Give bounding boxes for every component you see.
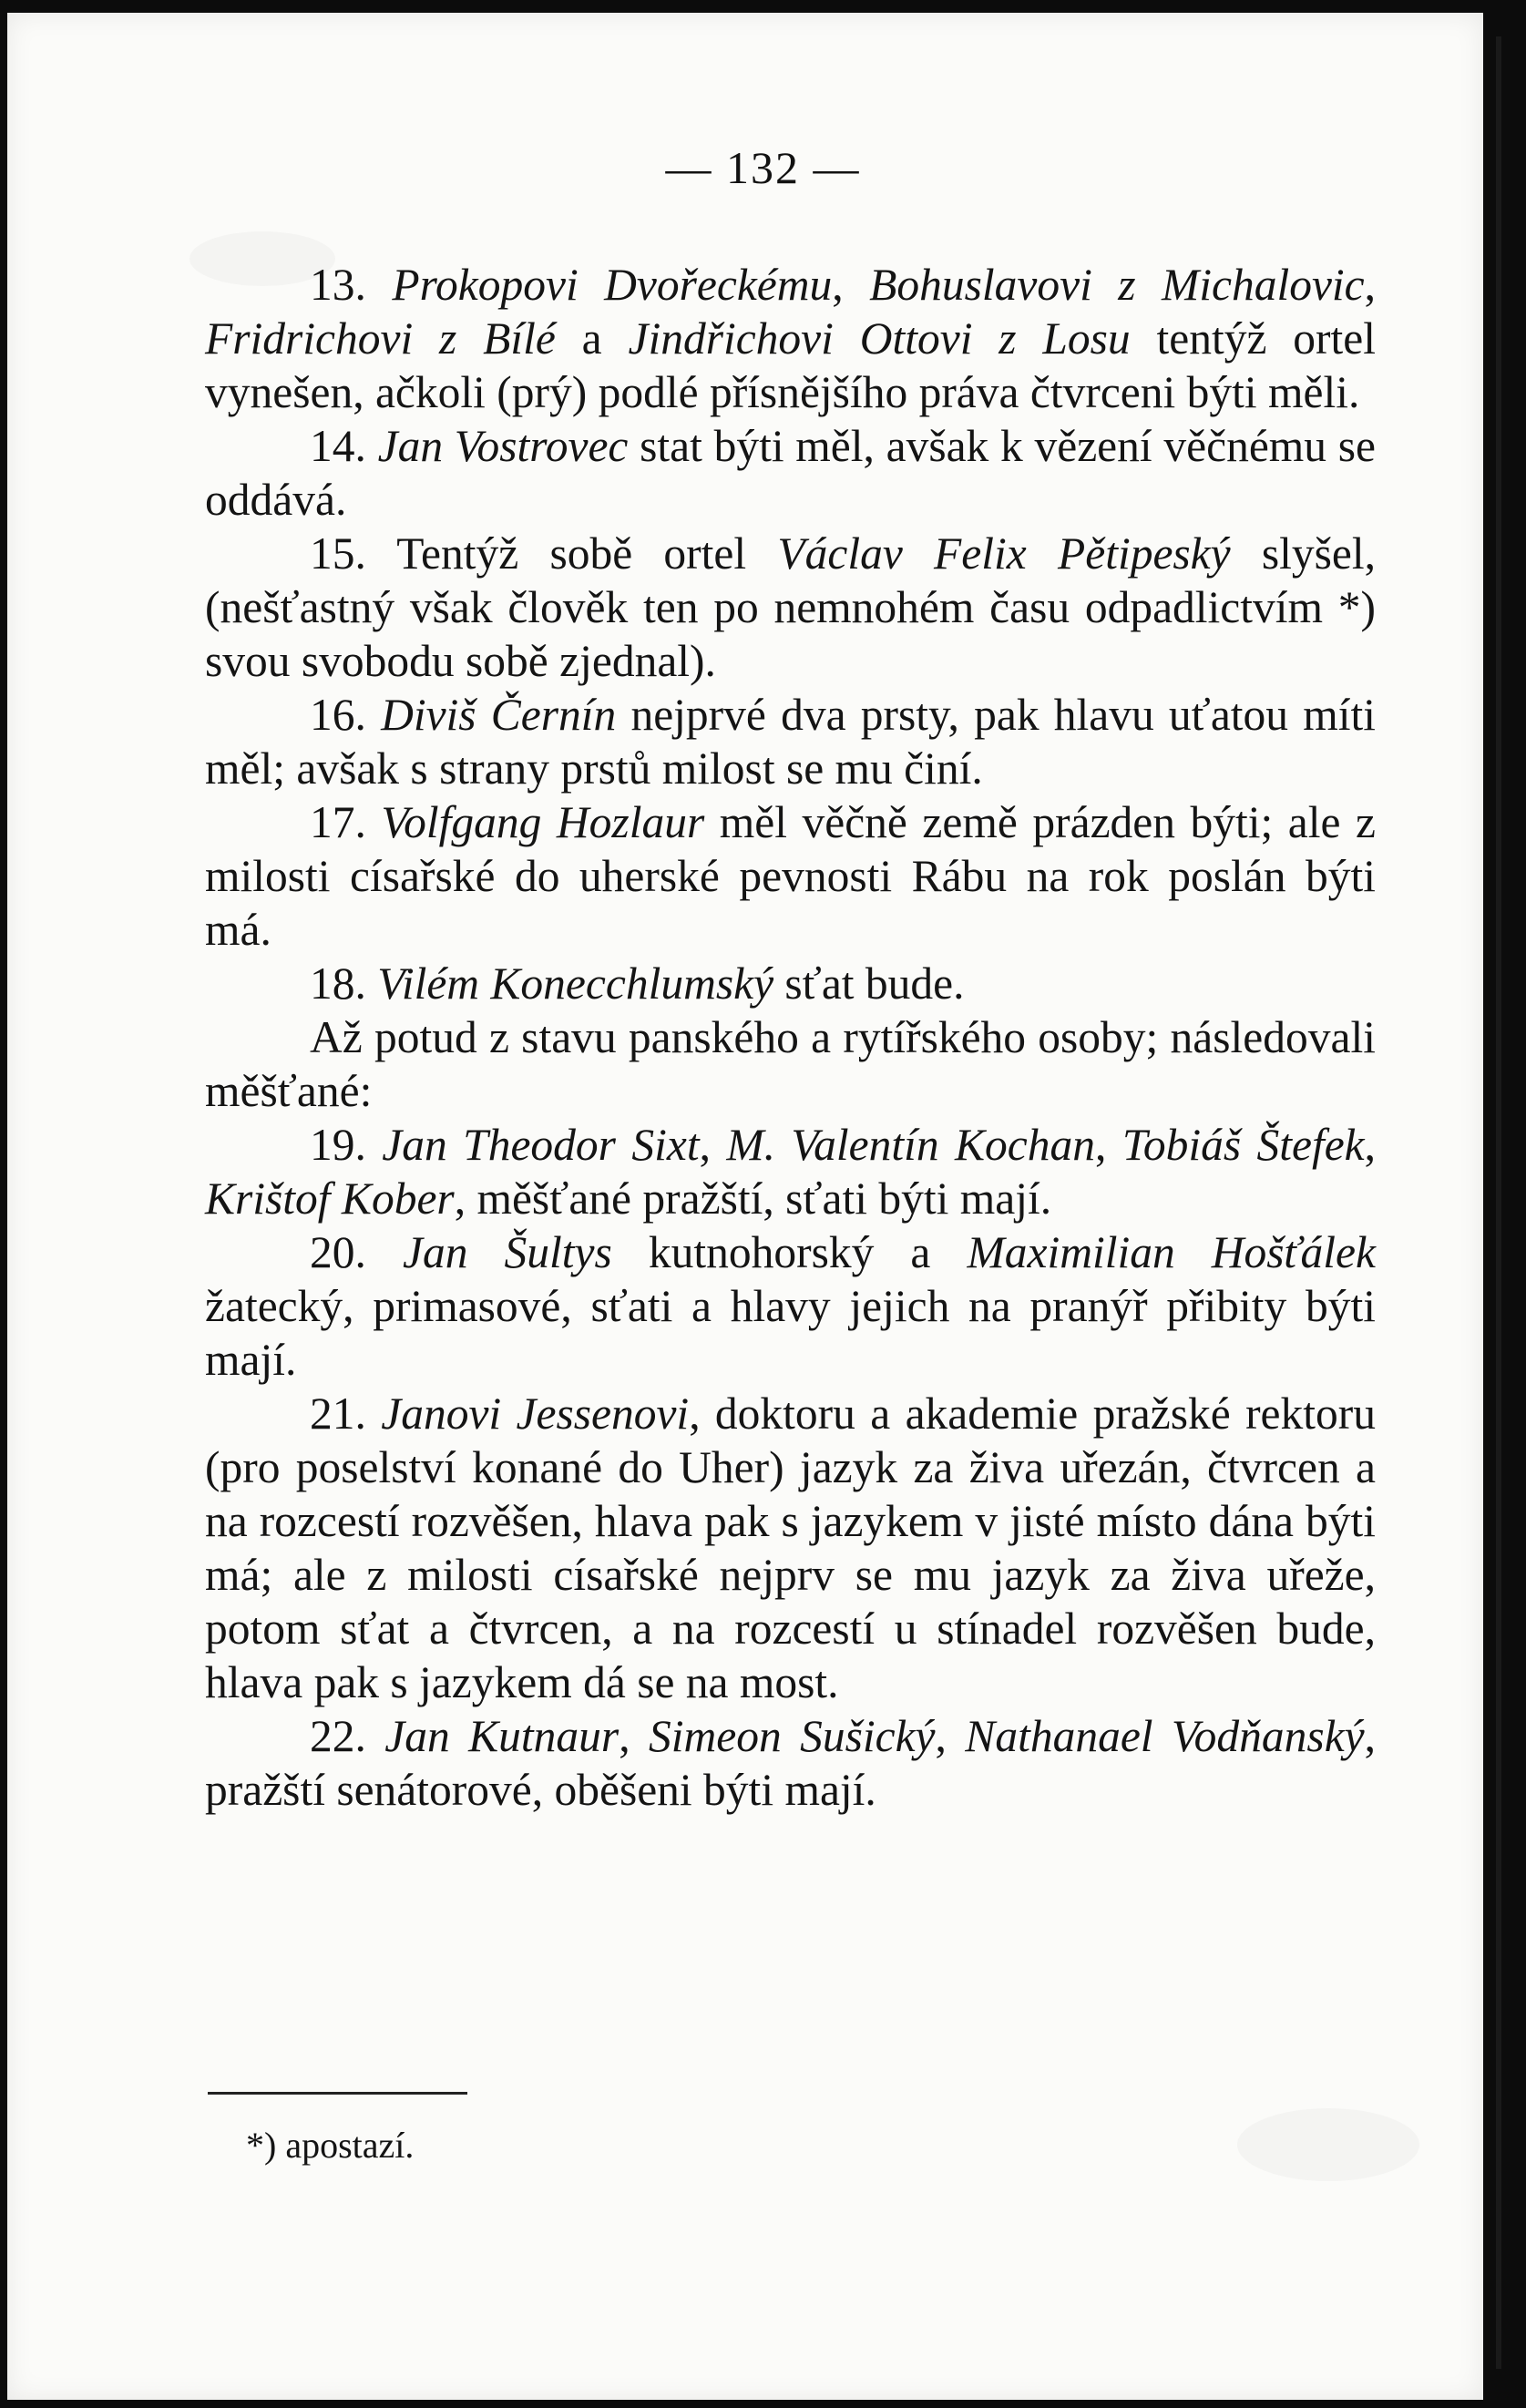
paragraph-number: 21. [310,1388,366,1439]
paragraph-text: slyšel, (nešťastný však člověk ten po nemnohém času odpadlictvím *) svou svobodu sobě zjednal). [205,528,1376,686]
page-text [205,258,1376,1817]
person-name: Jindřichovi Ottovi z Losu [628,313,1131,364]
paragraph-text: , [832,260,870,310]
person-name: Václav Felix Pětipeský [777,528,1231,579]
paragraph-text: , [1364,260,1377,310]
person-name: Jan Theodor Sixt [382,1120,700,1170]
person-name: Krištof Kober [205,1173,455,1224]
paragraph [205,258,1376,419]
footnote: *) apostazí. [246,2125,415,2166]
paragraph-text: , [699,1120,727,1170]
paragraph-text: žatecký, primasové, sťati a hlavy jejich na pranýř přibity býti mají. [205,1281,1376,1385]
paragraph-number: 19. [310,1120,366,1170]
person-name: Prokopovi Dvořeckému [392,260,833,310]
paragraph-text: stat býti měl, avšak k vězení věčnému se oddává. [205,421,1376,525]
person-name: Janovi Jessenovi [381,1388,690,1439]
paragraph-text: , doktoru a akademie pražské rektoru (pro poselství konané do Uher) jazyk za živa uřezán, čtvrcen a na rozcestí rozvěšen, hlava pak s jazykem v jisté místo dána býti má; ale z milosti císařské nejprv se mu jazyk za živa uřeže, potom sťat a čtvrcen, a na rozcestí u stínadel rozvěšen bude, hlava pak s jazykem dá se na most. [205,1388,1377,1707]
paragraph [205,1118,1376,1225]
person-name: Jan Šultys [402,1227,612,1277]
paragraph-text: tentýž ortel vynešen, ačkoli (prý) podlé přísnějšího práva čtvrceni býti měli. [205,313,1376,417]
paragraph-text: Tentýž sobě ortel [396,528,778,579]
person-name: Fridrichovi z Bílé [205,313,556,364]
paragraph [205,527,1376,688]
person-name: Simeon Sušický [648,1711,936,1761]
paragraph-text: sťat bude. [773,958,965,1009]
paragraph-text: , pražští senátorové, oběšeni býti mají. [205,1711,1377,1815]
paragraph-text: , [935,1711,966,1761]
paragraph-text: a [555,313,629,364]
person-name: Jan Vostrovec [377,421,629,471]
paragraph-text: měl věčně země prázden býti; ale z milosti císařské do uherské pevnosti Rábu na rok poslán býti má. [205,797,1376,955]
person-name: Tobiáš Štefek [1121,1120,1365,1170]
paragraph-text: , [1095,1120,1122,1170]
person-name: Bohuslavovi z Michalovic [869,260,1365,310]
paragraph-text: kutnohorský a [611,1227,968,1277]
paragraph [205,1010,1376,1118]
person-name: M. Valentín Kochan [726,1120,1096,1170]
page-edge-rule [1496,36,1501,2369]
paragraph-number: 16. [310,690,366,740]
person-name: Nathanael Vodňanský [965,1711,1365,1761]
paragraph [205,1709,1376,1817]
person-name: Volfgang Hozlaur [381,797,705,847]
person-name: Jan Kutnaur [384,1711,620,1761]
footnote-divider [208,2092,467,2095]
paragraph [205,419,1376,527]
paragraph-number: 20. [310,1227,366,1277]
paragraph-text: nejprvé dva prsty, pak hlavu uťatou míti měl; avšak s strany prstů milost se mu činí. [205,690,1376,794]
paragraph [205,688,1376,795]
person-name: Vilém Konecchlumský [377,958,774,1009]
paragraph-text: Až potud z stavu panského a rytířského osoby; následovali měšťané: [205,1012,1376,1116]
paragraph [205,1225,1376,1387]
paragraph [205,1387,1376,1709]
paragraph-number: 17. [310,797,366,847]
paragraph-number: 15. [310,528,366,579]
paragraph [205,795,1376,957]
person-name: Maximilian Hošťálek [967,1227,1376,1277]
paragraph-text: , měšťané pražští, sťati býti mají. [454,1173,1052,1224]
paragraph [205,957,1376,1010]
paragraph-text: , [1364,1120,1377,1170]
paragraph-text: , [619,1711,649,1761]
paper-smudge [1237,2108,1419,2181]
person-name: Diviš Černín [381,690,617,740]
paragraph-number: 13. [310,260,366,310]
paragraph-number: 22. [310,1711,366,1761]
page-number: — 132 — [665,142,861,193]
paragraph-number: 14. [310,421,366,471]
paragraph-number: 18. [310,958,366,1009]
